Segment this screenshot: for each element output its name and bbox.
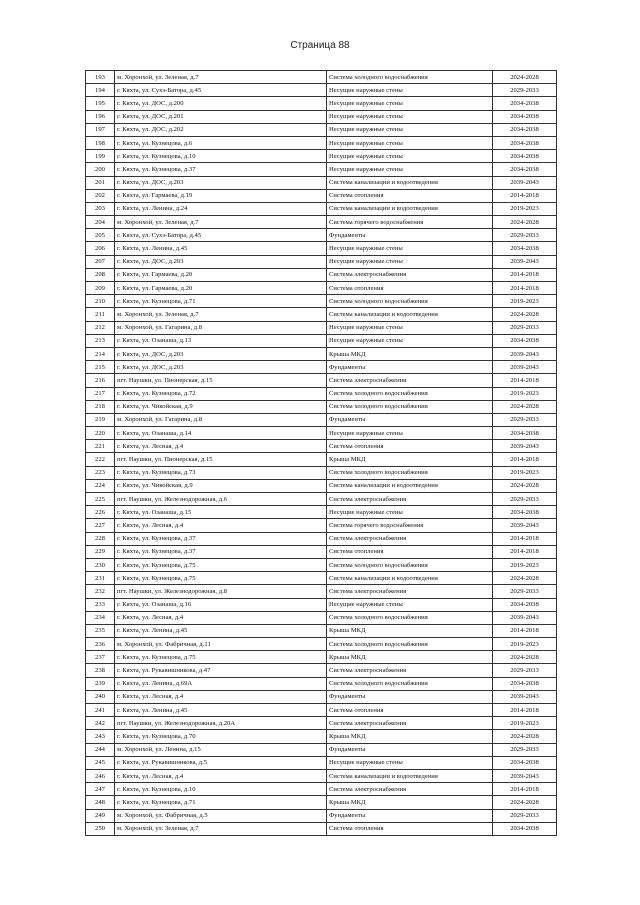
period-cell: 2034-2038 <box>493 123 557 136</box>
address-cell: г. Кяхта, ул. ДОС, д.201 <box>115 110 327 123</box>
row-number: 237 <box>86 651 115 664</box>
period-cell: 2034-2038 <box>493 136 557 149</box>
row-number: 210 <box>86 295 115 308</box>
address-cell: г. Кяхта, ул. Лесная, д.4 <box>115 769 327 782</box>
work-type-cell: Фундаменты <box>327 743 493 756</box>
row-number: 222 <box>86 453 115 466</box>
row-number: 212 <box>86 321 115 334</box>
table-row <box>86 690 557 703</box>
table-row <box>86 255 557 268</box>
period-cell: 2019-2023 <box>493 466 557 479</box>
period-cell: 2034-2038 <box>493 163 557 176</box>
table-row <box>86 97 557 110</box>
address-cell: г. Кяхта, ул. Гармаева, д.19 <box>115 189 327 202</box>
row-number: 235 <box>86 624 115 637</box>
work-type-cell: Система электроснабжения <box>327 268 493 281</box>
period-cell: 2019-2023 <box>493 202 557 215</box>
row-number: 197 <box>86 123 115 136</box>
work-type-cell: Система холодного водоснабжения <box>327 677 493 690</box>
row-number: 240 <box>86 690 115 703</box>
period-cell: 2029-2033 <box>493 413 557 426</box>
table-row <box>86 532 557 545</box>
address-cell: г. Кяхта, ул. Чикойская, д.9 <box>115 479 327 492</box>
period-cell: 2014-2018 <box>493 783 557 796</box>
row-number: 220 <box>86 427 115 440</box>
row-number: 232 <box>86 585 115 598</box>
work-type-cell: Система канализации и водоотведения <box>327 479 493 492</box>
address-cell: г. Кяхта, ул. Ленина, д.24 <box>115 202 327 215</box>
work-type-cell: Фундаменты <box>327 809 493 822</box>
address-cell: пгт. Наушки, ул. Железнодорожная, д.6 <box>115 493 327 506</box>
work-type-cell: Фундаменты <box>327 690 493 703</box>
table-row <box>86 176 557 189</box>
row-number: 204 <box>86 216 115 229</box>
address-cell: г. Кяхта, ул. Озанаша, д.14 <box>115 427 327 440</box>
row-number: 200 <box>86 163 115 176</box>
row-number: 234 <box>86 611 115 624</box>
work-type-cell: Несущие наружные стены <box>327 123 493 136</box>
work-type-cell: Фундаменты <box>327 229 493 242</box>
address-cell: г. Кяхта, ул. Кузнецова, д.37 <box>115 545 327 558</box>
table-row <box>86 585 557 598</box>
work-type-cell: Крыша МКД <box>327 453 493 466</box>
row-number: 239 <box>86 677 115 690</box>
work-type-cell: Несущие наружные стены <box>327 427 493 440</box>
address-cell: г. Кяхта, ул. Сухэ-Батора, д.45 <box>115 229 327 242</box>
table-row <box>86 413 557 426</box>
table-row <box>86 361 557 374</box>
address-cell: г. Кяхта, ул. Лесная, д.4 <box>115 611 327 624</box>
address-cell: г. Кяхта, ул. Ленина, д.45 <box>115 704 327 717</box>
table-row <box>86 822 557 835</box>
period-cell: 2024-2028 <box>493 308 557 321</box>
table-row <box>86 730 557 743</box>
table-row <box>86 624 557 637</box>
period-cell: 2029-2033 <box>493 664 557 677</box>
work-type-cell: Фундаменты <box>327 413 493 426</box>
table-row <box>86 572 557 585</box>
address-cell: пгт. Наушки, ул. Железнодорожная, д.20А <box>115 717 327 730</box>
row-number: 224 <box>86 479 115 492</box>
period-cell: 2014-2018 <box>493 268 557 281</box>
work-type-cell: Система холодного водоснабжения <box>327 387 493 400</box>
table-row <box>86 189 557 202</box>
period-cell: 2034-2038 <box>493 334 557 347</box>
work-type-cell: Система отопления <box>327 822 493 835</box>
table-row <box>86 150 557 163</box>
work-type-cell: Система холодного водоснабжения <box>327 611 493 624</box>
work-type-cell: Несущие наружные стены <box>327 756 493 769</box>
address-cell: г. Кяхта, ул. Озанаша, д.13 <box>115 334 327 347</box>
period-cell: 2029-2033 <box>493 229 557 242</box>
work-type-cell: Система канализации и водоотведения <box>327 176 493 189</box>
row-number: 246 <box>86 769 115 782</box>
work-type-cell: Несущие наружные стены <box>327 598 493 611</box>
period-cell: 2014-2018 <box>493 545 557 558</box>
table-row <box>86 677 557 690</box>
address-cell: г. Кяхта, ул. Ленина, д.45 <box>115 242 327 255</box>
period-cell: 2014-2018 <box>493 624 557 637</box>
address-cell: г. Кяхта, ул. Кузнецова, д.6 <box>115 136 327 149</box>
period-cell: 2034-2038 <box>493 242 557 255</box>
work-type-cell: Система электроснабжения <box>327 783 493 796</box>
row-number: 199 <box>86 150 115 163</box>
repair-schedule-table <box>85 70 557 836</box>
row-number: 221 <box>86 440 115 453</box>
work-type-cell: Система холодного водоснабжения <box>327 466 493 479</box>
address-cell: г. Кяхта, ул. Ленина, д.45 <box>115 624 327 637</box>
work-type-cell: Система отопления <box>327 704 493 717</box>
row-number: 250 <box>86 822 115 835</box>
period-cell: 2014-2018 <box>493 532 557 545</box>
work-type-cell: Несущие наружные стены <box>327 242 493 255</box>
work-type-cell: Несущие наружные стены <box>327 321 493 334</box>
work-type-cell: Система электроснабжения <box>327 585 493 598</box>
table-row <box>86 334 557 347</box>
period-cell: 2034-2038 <box>493 677 557 690</box>
work-type-cell: Несущие наружные стены <box>327 84 493 97</box>
address-cell: м. Хоронхой, ул. Зеленая, д.7 <box>115 822 327 835</box>
row-number: 229 <box>86 545 115 558</box>
address-cell: г. Кяхта, ул. Лесная, д.4 <box>115 440 327 453</box>
row-number: 238 <box>86 664 115 677</box>
period-cell: 2034-2038 <box>493 110 557 123</box>
period-cell: 2029-2033 <box>493 585 557 598</box>
work-type-cell: Система холодного водоснабжения <box>327 558 493 571</box>
address-cell: м. Хоронхой, ул. Гагарина, д.8 <box>115 321 327 334</box>
row-number: 196 <box>86 110 115 123</box>
period-cell: 2029-2033 <box>493 84 557 97</box>
period-cell: 2039-2043 <box>493 176 557 189</box>
work-type-cell: Система электроснабжения <box>327 493 493 506</box>
period-cell: 2024-2028 <box>493 400 557 413</box>
row-number: 223 <box>86 466 115 479</box>
address-cell: г. Кяхта, ул. Кузнецова, д.73 <box>115 466 327 479</box>
row-number: 230 <box>86 558 115 571</box>
row-number: 242 <box>86 717 115 730</box>
period-cell: 2034-2038 <box>493 427 557 440</box>
row-number: 207 <box>86 255 115 268</box>
work-type-cell: Фундаменты <box>327 361 493 374</box>
period-cell: 2024-2028 <box>493 572 557 585</box>
address-cell: м. Хоронхой, ул. Фабричная, д.11 <box>115 638 327 651</box>
address-cell: г. Кяхта, ул. Лесная, д.4 <box>115 690 327 703</box>
page-title: Страница 88 <box>290 40 350 51</box>
row-number: 243 <box>86 730 115 743</box>
address-cell: м. Хоронхой, ул. Ленина, д.15 <box>115 743 327 756</box>
table-row <box>86 783 557 796</box>
period-cell: 2029-2033 <box>493 493 557 506</box>
row-number: 208 <box>86 268 115 281</box>
work-type-cell: Система отопления <box>327 440 493 453</box>
address-cell: г. Кяхта, ул. ДОС, д.203 <box>115 176 327 189</box>
address-cell: г. Кяхта, ул. Ленина, д.69А <box>115 677 327 690</box>
table-row <box>86 611 557 624</box>
work-type-cell: Система горячего водоснабжения <box>327 216 493 229</box>
row-number: 244 <box>86 743 115 756</box>
work-type-cell: Система электроснабжения <box>327 374 493 387</box>
address-cell: м. Хоронхой, ул. Зеленая, д.7 <box>115 216 327 229</box>
address-cell: г. Кяхта, ул. Гармаева, д.20 <box>115 268 327 281</box>
table-row <box>86 493 557 506</box>
table-row <box>86 308 557 321</box>
period-cell: 2034-2038 <box>493 97 557 110</box>
work-type-cell: Система канализации и водоотведения <box>327 202 493 215</box>
address-cell: г. Кяхта, ул. Рукавишникова, д.47 <box>115 664 327 677</box>
period-cell: 2039-2043 <box>493 769 557 782</box>
row-number: 215 <box>86 361 115 374</box>
period-cell: 2014-2018 <box>493 374 557 387</box>
table-row <box>86 769 557 782</box>
period-cell: 2014-2018 <box>493 282 557 295</box>
address-cell: пгт. Наушки, ул. Пионерская, д.15 <box>115 374 327 387</box>
address-cell: г. Кяхта, ул. Кузнецова, д.75 <box>115 572 327 585</box>
period-cell: 2039-2043 <box>493 690 557 703</box>
table-row <box>86 123 557 136</box>
table-row <box>86 756 557 769</box>
work-type-cell: Система холодного водоснабжения <box>327 295 493 308</box>
address-cell: г. Кяхта, ул. ДОС, д.202 <box>115 123 327 136</box>
work-type-cell: Несущие наружные стены <box>327 163 493 176</box>
row-number: 233 <box>86 598 115 611</box>
work-type-cell: Несущие наружные стены <box>327 97 493 110</box>
work-type-cell: Несущие наружные стены <box>327 150 493 163</box>
period-cell: 2019-2023 <box>493 387 557 400</box>
row-number: 202 <box>86 189 115 202</box>
period-cell: 2014-2018 <box>493 189 557 202</box>
work-type-cell: Несущие наружные стены <box>327 255 493 268</box>
row-number: 219 <box>86 413 115 426</box>
row-number: 216 <box>86 374 115 387</box>
row-number: 228 <box>86 532 115 545</box>
address-cell: г. Кяхта, ул. Кузнецова, д.37 <box>115 163 327 176</box>
row-number: 198 <box>86 136 115 149</box>
work-type-cell: Система отопления <box>327 545 493 558</box>
work-type-cell: Система холодного водоснабжения <box>327 71 493 84</box>
table-row <box>86 519 557 532</box>
table-row <box>86 453 557 466</box>
address-cell: г. Кяхта, ул. Кузнецова, д.10 <box>115 150 327 163</box>
table-row <box>86 598 557 611</box>
period-cell: 2019-2023 <box>493 717 557 730</box>
period-cell: 2039-2043 <box>493 519 557 532</box>
work-type-cell: Система холодного водоснабжения <box>327 400 493 413</box>
period-cell: 2019-2023 <box>493 558 557 571</box>
period-cell: 2034-2038 <box>493 506 557 519</box>
work-type-cell: Несущие наружные стены <box>327 506 493 519</box>
table-row <box>86 558 557 571</box>
row-number: 247 <box>86 783 115 796</box>
table-row <box>86 638 557 651</box>
row-number: 217 <box>86 387 115 400</box>
period-cell: 2019-2023 <box>493 295 557 308</box>
address-cell: м. Хоронхой, ул. Зеленая, д.7 <box>115 308 327 321</box>
address-cell: г. Кяхта, ул. Кузнецова, д.37 <box>115 532 327 545</box>
period-cell: 2029-2033 <box>493 321 557 334</box>
row-number: 214 <box>86 347 115 360</box>
period-cell: 2014-2018 <box>493 453 557 466</box>
period-cell: 2024-2028 <box>493 71 557 84</box>
period-cell: 2024-2028 <box>493 730 557 743</box>
table-row <box>86 202 557 215</box>
address-cell: г. Кяхта, ул. Озанаша, д.15 <box>115 506 327 519</box>
address-cell: г. Кяхта, ул. Кузнецова, д.72 <box>115 387 327 400</box>
address-cell: г. Кяхта, ул. Лесная, д.4 <box>115 519 327 532</box>
table-row <box>86 717 557 730</box>
period-cell: 2024-2028 <box>493 796 557 809</box>
table-row <box>86 743 557 756</box>
table-row <box>86 163 557 176</box>
table-row <box>86 229 557 242</box>
table-row <box>86 440 557 453</box>
table-row <box>86 427 557 440</box>
row-number: 245 <box>86 756 115 769</box>
table-row <box>86 809 557 822</box>
period-cell: 2039-2043 <box>493 347 557 360</box>
period-cell: 2029-2033 <box>493 743 557 756</box>
work-type-cell: Система холодного водоснабжения <box>327 638 493 651</box>
address-cell: г. Кяхта, ул. Кузнецова, д.71 <box>115 295 327 308</box>
row-number: 213 <box>86 334 115 347</box>
address-cell: г. Кяхта, ул. Чикойская, д.9 <box>115 400 327 413</box>
address-cell: г. Кяхта, ул. Сухэ-Батора, д.45 <box>115 84 327 97</box>
work-type-cell: Крыша МКД <box>327 347 493 360</box>
period-cell: 2034-2038 <box>493 598 557 611</box>
address-cell: г. Кяхта, ул. Кузнецова, д.75 <box>115 558 327 571</box>
period-cell: 2024-2028 <box>493 651 557 664</box>
table-row <box>86 387 557 400</box>
row-number: 211 <box>86 308 115 321</box>
row-number: 193 <box>86 71 115 84</box>
work-type-cell: Несущие наружные стены <box>327 334 493 347</box>
row-number: 249 <box>86 809 115 822</box>
address-cell: г. Кяхта, ул. Кузнецова, д.75 <box>115 651 327 664</box>
address-cell: г. Кяхта, ул. Кузнецова, д.10 <box>115 783 327 796</box>
row-number: 231 <box>86 572 115 585</box>
period-cell: 2019-2023 <box>493 638 557 651</box>
period-cell: 2024-2028 <box>493 216 557 229</box>
row-number: 218 <box>86 400 115 413</box>
address-cell: г. Кяхта, ул. Кузнецова, д.70 <box>115 730 327 743</box>
period-cell: 2034-2038 <box>493 822 557 835</box>
work-type-cell: Несущие наружные стены <box>327 136 493 149</box>
table-row <box>86 71 557 84</box>
table-row <box>86 84 557 97</box>
row-number: 201 <box>86 176 115 189</box>
table-row <box>86 295 557 308</box>
table-row <box>86 545 557 558</box>
period-cell: 2039-2043 <box>493 440 557 453</box>
address-cell: м. Хоронхой, ул. Гагарина, д.8 <box>115 413 327 426</box>
address-cell: г. Кяхта, ул. ДОС, д.203 <box>115 361 327 374</box>
work-type-cell: Крыша МКД <box>327 796 493 809</box>
work-type-cell: Система горячего водоснабжения <box>327 519 493 532</box>
work-type-cell: Крыша МКД <box>327 651 493 664</box>
period-cell: 2039-2043 <box>493 255 557 268</box>
work-type-cell: Система отопления <box>327 189 493 202</box>
work-type-cell: Крыша МКД <box>327 624 493 637</box>
period-cell: 2014-2018 <box>493 704 557 717</box>
row-number: 241 <box>86 704 115 717</box>
row-number: 209 <box>86 282 115 295</box>
address-cell: г. Кяхта, ул. ДОС, д.203 <box>115 255 327 268</box>
work-type-cell: Несущие наружные стены <box>327 110 493 123</box>
row-number: 205 <box>86 229 115 242</box>
address-cell: м. Хоронхой, ул. Фабричная, д.5 <box>115 809 327 822</box>
row-number: 203 <box>86 202 115 215</box>
table-row <box>86 268 557 281</box>
address-cell: г. Кяхта, ул. Рукавишникова, д.5 <box>115 756 327 769</box>
address-cell: г. Кяхта, ул. Озанаша, д.16 <box>115 598 327 611</box>
work-type-cell: Система электроснабжения <box>327 717 493 730</box>
table-row <box>86 400 557 413</box>
period-cell: 2039-2043 <box>493 611 557 624</box>
work-type-cell: Система отопления <box>327 282 493 295</box>
table-row <box>86 479 557 492</box>
table-row <box>86 110 557 123</box>
table-row <box>86 651 557 664</box>
table-row <box>86 136 557 149</box>
work-type-cell: Система электроснабжения <box>327 532 493 545</box>
table-row <box>86 506 557 519</box>
period-cell: 2034-2038 <box>493 756 557 769</box>
row-number: 248 <box>86 796 115 809</box>
work-type-cell: Система канализации и водоотведения <box>327 572 493 585</box>
period-cell: 2029-2033 <box>493 809 557 822</box>
address-cell: г. Кяхта, ул. ДОС, д.200 <box>115 97 327 110</box>
table-row <box>86 466 557 479</box>
work-type-cell: Система канализации и водоотведения <box>327 308 493 321</box>
work-type-cell: Крыша МКД <box>327 730 493 743</box>
row-number: 226 <box>86 506 115 519</box>
table-row <box>86 796 557 809</box>
address-cell: г. Кяхта, ул. Кузнецова, д.71 <box>115 796 327 809</box>
work-type-cell: Система канализации и водоотведения <box>327 769 493 782</box>
table-row <box>86 321 557 334</box>
table-row <box>86 704 557 717</box>
row-number: 195 <box>86 97 115 110</box>
table-row <box>86 216 557 229</box>
table-row <box>86 374 557 387</box>
row-number: 225 <box>86 493 115 506</box>
table-row <box>86 347 557 360</box>
address-cell: м. Хоронхой, ул. Зеленая, д.7 <box>115 71 327 84</box>
period-cell: 2024-2028 <box>493 479 557 492</box>
table-row <box>86 242 557 255</box>
table-row <box>86 282 557 295</box>
row-number: 227 <box>86 519 115 532</box>
table-row <box>86 664 557 677</box>
row-number: 206 <box>86 242 115 255</box>
address-cell: пгт. Наушки, ул. Железнодорожная, д.8 <box>115 585 327 598</box>
row-number: 194 <box>86 84 115 97</box>
address-cell: г. Кяхта, ул. ДОС, д.203 <box>115 347 327 360</box>
row-number: 236 <box>86 638 115 651</box>
address-cell: г. Кяхта, ул. Гармаева, д.20 <box>115 282 327 295</box>
work-type-cell: Система электроснабжения <box>327 664 493 677</box>
address-cell: пгт. Наушки, ул. Пионерская, д.15 <box>115 453 327 466</box>
period-cell: 2034-2038 <box>493 150 557 163</box>
period-cell: 2039-2043 <box>493 361 557 374</box>
